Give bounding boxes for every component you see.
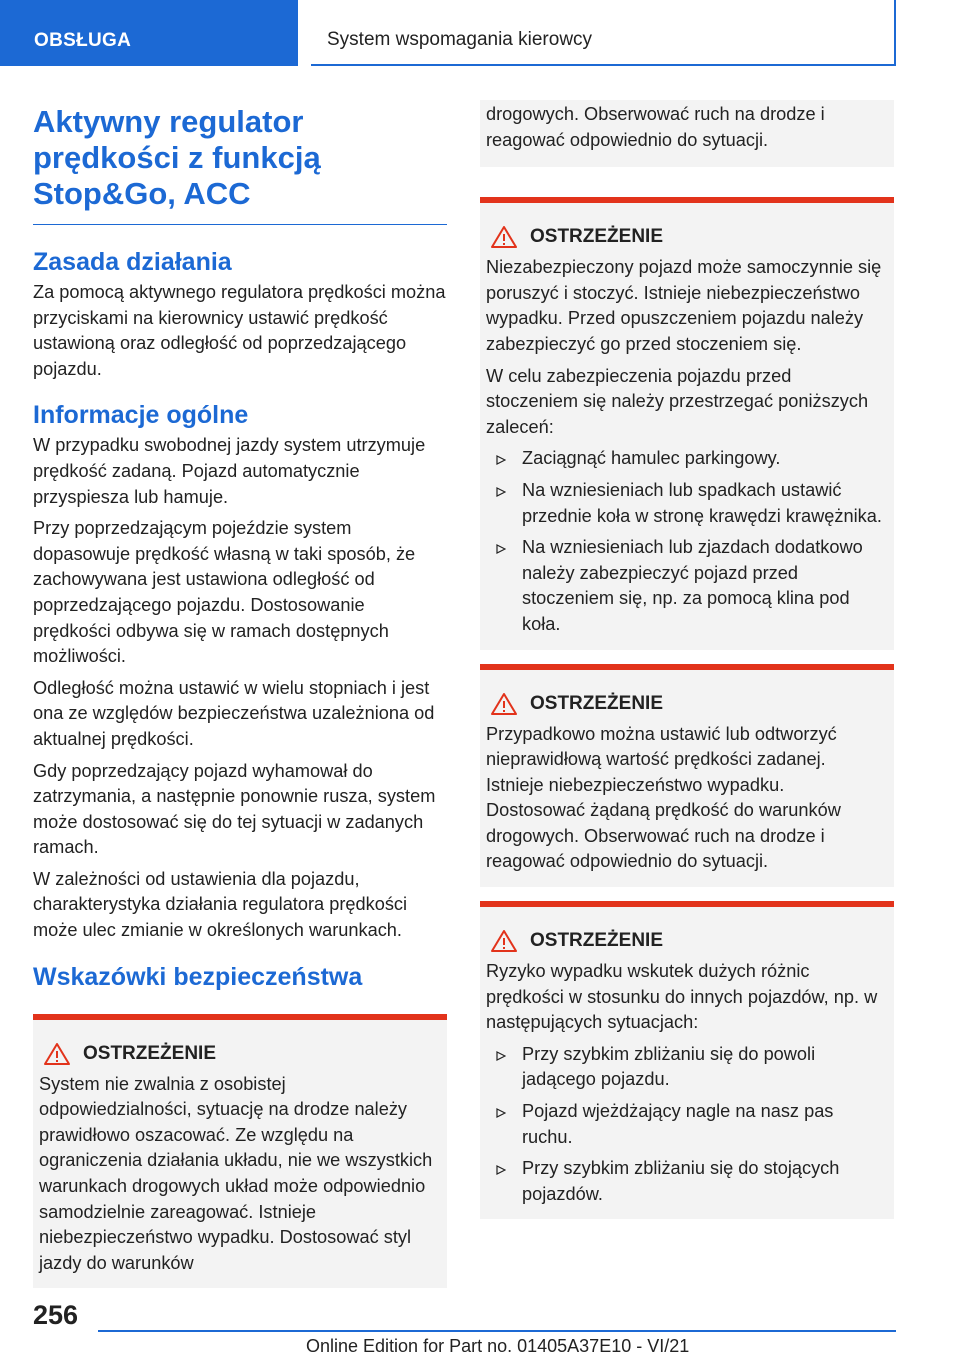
list-item-text: Zaciągnąć hamulec parkingowy. — [522, 448, 781, 469]
header-section-tab — [0, 0, 298, 66]
general-heading: Informacje ogólne — [33, 401, 249, 430]
list-item-text: Przy szybkim zbliżaniu się do powoli jadącego pojazdu. — [522, 1043, 816, 1090]
warning-title — [39, 1042, 441, 1066]
header-chapter-box — [311, 0, 896, 66]
list-item — [486, 1042, 888, 1093]
list-item-text: Na wzniesieniach lub spadkach ustawić przednie koła w stronę krawędzi krawężnika. — [522, 479, 882, 526]
warning-box — [480, 901, 894, 1219]
safety-heading: Wskazówki bezpieczeństwa — [33, 962, 363, 991]
warning-text: System nie zwalnia z osobistej odpowiedzialności, sytuację na drodze należy prawidłowo oszacować. Ze względu na ograniczenia działania układu, nie we wszystkich warunkach drogowych układ może odpowiednio samodzielnie zareagować. Istnieje niebezpieczeństwo wypadku. Dostosować styl jazdy do warunków — [39, 1073, 433, 1273]
warning-triangle-icon — [490, 225, 518, 249]
triangle-bullet-icon — [496, 1051, 506, 1061]
bullet-list — [486, 1042, 888, 1208]
warning-triangle-icon — [490, 692, 518, 716]
general-paragraph: Przy poprzedzającym pojeździe system dopasowuje prędkość własną w taki sposób, że zachowywana jest ustawiona odległość od poprzedzającego pojazdu. Dostosowanie prędkości odbywa się w ramach dostępnych możliwości. — [33, 518, 416, 667]
warning-box — [480, 197, 894, 649]
triangle-bullet-icon — [496, 1165, 506, 1175]
warning-title — [486, 929, 888, 953]
warning-box — [480, 664, 894, 888]
triangle-bullet-icon — [496, 455, 506, 465]
general-paragraph: W zależności od ustawienia dla pojazdu, charakterystyka działania regulatora prędkości może ulec zmianie w określonych warunkach. — [33, 868, 408, 941]
warning-text: Przypadkowo można ustawić lub odtworzyć nieprawidłową wartość prędkości zadanej. Istnieje niebezpieczeństwo wypadku. Dostosować żądaną prędkość do warunków drogowych. Obserwować ruch na drodze i reagować odpowiednio do sytuacji. — [486, 723, 841, 872]
footer-divider — [98, 1330, 896, 1332]
list-item — [486, 1156, 888, 1207]
warning-continuation-text: drogowych. Obserwować ruch na drodze i reagować odpowiednio do sytuacji. — [486, 104, 825, 150]
general-paragraph: Gdy poprzedzający pojazd wyhamował do zatrzymania, a następnie ponownie rusza, system może dostosować się do tej sytuacji w zadanych ramach. — [33, 760, 436, 858]
list-item — [486, 478, 888, 529]
principle-heading: Zasada działania — [33, 248, 232, 276]
warning-title-label: OSTRZEŻENIE — [530, 692, 664, 714]
warning-title — [486, 692, 888, 716]
warning-title — [486, 225, 888, 249]
left-column — [33, 100, 447, 1302]
general-paragraph: Odległość można ustawić w wielu stopniach i jest ona ze względów bezpieczeństwa uzależniona od aktualnej prędkości. — [33, 677, 435, 749]
header-chapter-label: System wspomagania kierowcy — [327, 29, 593, 50]
warning-triangle-icon — [490, 929, 518, 953]
header-section-label: OBSŁUGA — [34, 30, 132, 51]
footer-edition: Online Edition for Part no. 01405A37E10 - VI/21 — [306, 1336, 690, 1356]
list-item — [486, 446, 888, 472]
warning-text: W celu zabezpieczenia pojazdu przed stoczeniem się należy przestrzegać poniższych zaleceń: — [486, 365, 869, 437]
triangle-bullet-icon — [496, 544, 506, 554]
bullet-list — [486, 446, 888, 637]
warning-title-label: OSTRZEŻENIE — [530, 226, 664, 248]
list-item-text: Przy szybkim zbliżaniu się do stojących pojazdów. — [522, 1158, 840, 1204]
warning-continuation — [480, 100, 894, 167]
principle-text: Za pomocą aktywnego regulatora prędkości można przyciskami na kierownicy ustawić prędkość ustawioną oraz odległość od poprzedzającego pojazdu. — [33, 282, 446, 379]
warning-title-label: OSTRZEŻENIE — [530, 930, 664, 952]
right-column — [480, 100, 894, 1233]
list-item-text: Na wzniesieniach lub zjazdach dodatkowo należy zabezpieczyć pojazd przed stoczeniem się, np. za pomocą klina pod koła. — [522, 537, 863, 634]
warning-box — [33, 1014, 447, 1289]
list-item — [486, 535, 888, 637]
warning-text: Ryzyko wypadku wskutek dużych różnic prędkości w stosunku do innych pojazdów, np. w następujących sytuacjach: — [486, 961, 878, 1033]
page-number: 256 — [33, 1300, 79, 1330]
triangle-bullet-icon — [496, 1108, 506, 1118]
warning-title-label: OSTRZEŻENIE — [83, 1042, 217, 1064]
triangle-bullet-icon — [496, 487, 506, 497]
warning-triangle-icon — [43, 1042, 71, 1066]
list-item — [486, 1099, 888, 1150]
page-title: Aktywny regulator prędkości z funkcją Stop&Go, ACC — [33, 100, 447, 225]
list-item-text: Pojazd wjeżdżający nagle na nasz pas ruchu. — [522, 1101, 834, 1147]
warning-text: Niezabezpieczony pojazd może samoczynnie się poruszyć i stoczyć. Istnieje niebezpieczeństwo wypadku. Przed opuszczeniem pojazdu należy zabezpieczyć go przed stoczeniem się. — [486, 257, 882, 354]
general-paragraph: W przypadku swobodnej jazdy system utrzymuje prędkość zadaną. Pojazd automatycznie przyspiesza lub hamuje. — [33, 435, 426, 507]
